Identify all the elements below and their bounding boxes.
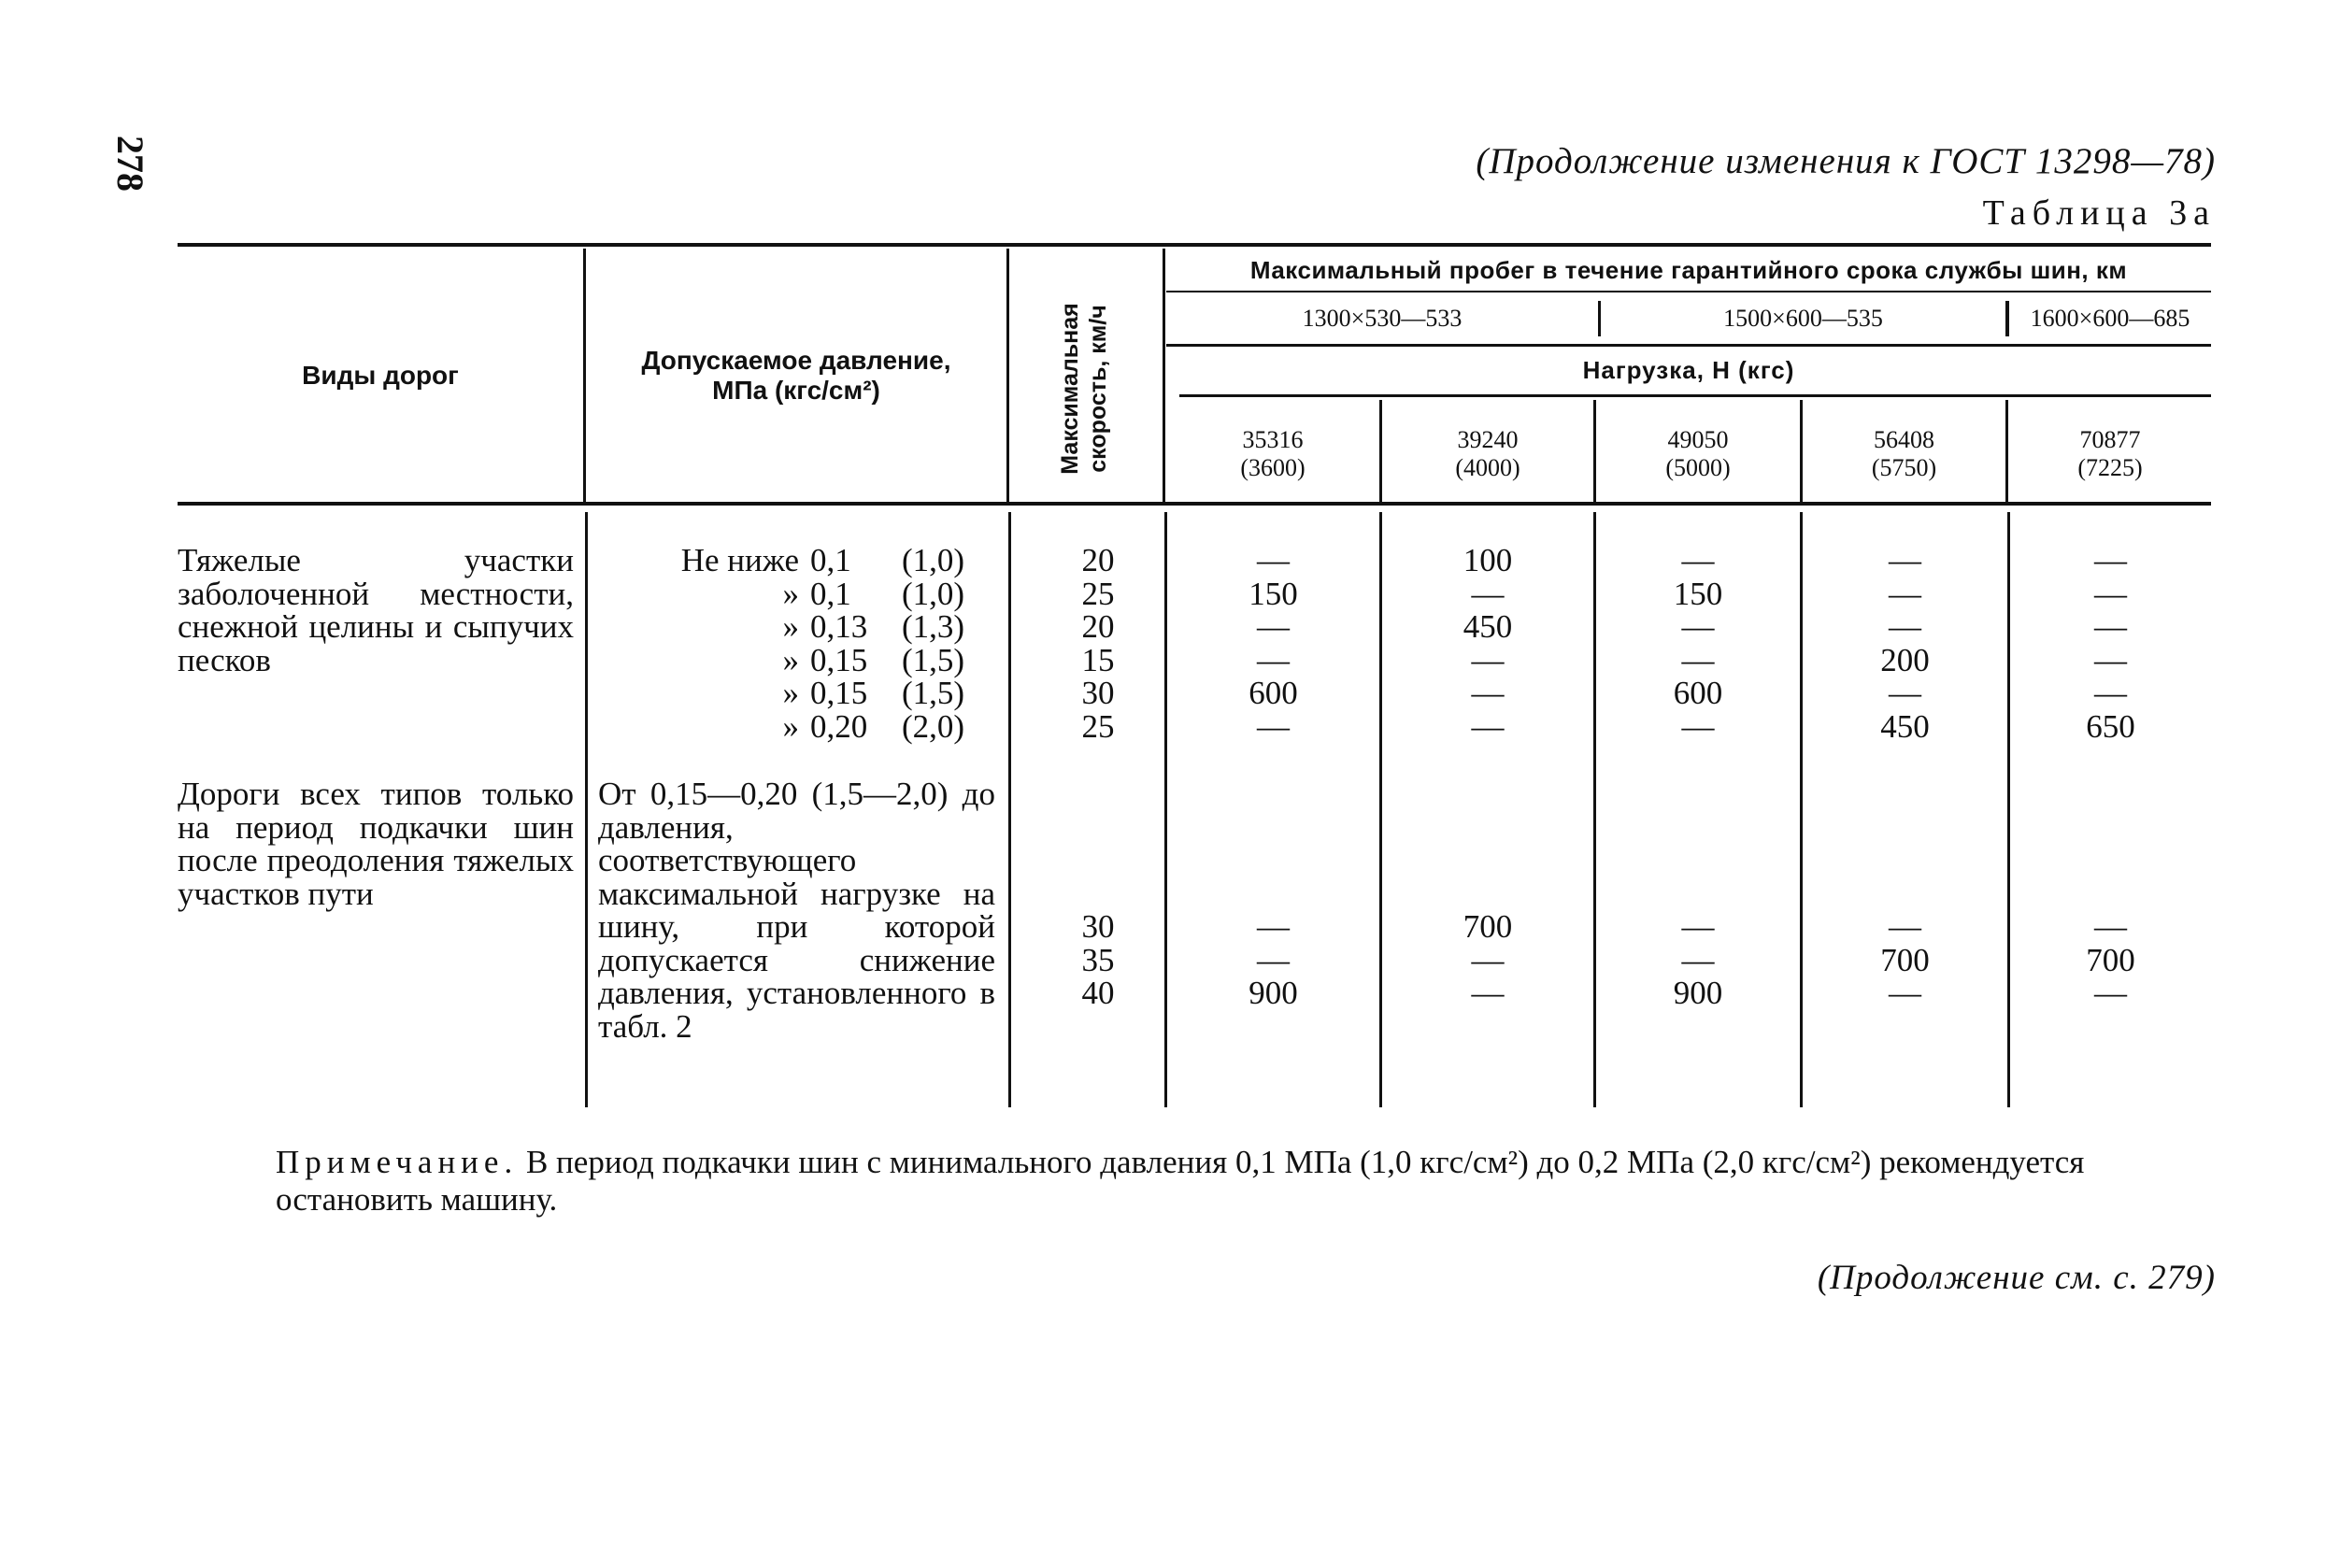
tire-size-2: 1500×600—535 (1723, 305, 1883, 332)
mileage-value: — (2094, 675, 2127, 711)
pressure-row (598, 577, 964, 611)
mileage-value: — (1681, 542, 1715, 578)
pressure-prefix: Не ниже (680, 542, 799, 578)
speed-value: 30 (1081, 675, 1115, 711)
speed-value: 35 (1081, 941, 1115, 978)
mileage-value: 900 (1248, 975, 1298, 1011)
speed-value: 20 (1081, 542, 1115, 578)
mileage-col-1-group-2 (1167, 910, 1379, 1010)
mileage-value: — (1889, 975, 1921, 1011)
col-divider (2005, 400, 2008, 503)
speed-value: 20 (1081, 608, 1115, 645)
mileage-value: — (1257, 542, 1290, 578)
mileage-value: — (1889, 675, 1921, 711)
mileage-value: — (1471, 641, 1505, 678)
pressure-value: 0,15 (810, 641, 868, 678)
mileage-value: 150 (1248, 575, 1298, 612)
col-divider (1008, 512, 1011, 1107)
pressure-kgs: (1,5) (901, 641, 964, 678)
mileage-value: — (1889, 608, 1921, 645)
mileage-value: — (1681, 941, 1715, 978)
speed-list-2 (1047, 910, 1149, 1010)
load-header-rule (1179, 394, 2211, 397)
pressure-prefix: » (782, 641, 799, 678)
load-cell (1803, 411, 2005, 497)
speed-value: 40 (1081, 975, 1115, 1011)
mileage-value: — (1681, 707, 1715, 745)
header-max-speed (1056, 263, 1112, 515)
col-divider (585, 512, 588, 1107)
mileage-col-5-group-2 (2010, 910, 2211, 1010)
pressure-kgs: (1,5) (901, 675, 964, 711)
mileage-value: 600 (1248, 675, 1298, 711)
mileage-value: — (2094, 908, 2127, 945)
road-type-heavy: Тяжелые участки заболоченной местности, снежной целины и сыпучих песков (178, 542, 574, 678)
mileage-value: — (1681, 641, 1715, 678)
load-newtons: 70877 (2079, 426, 2141, 453)
mileage-value: — (2094, 575, 2127, 612)
pressure-kgs: (1,0) (901, 542, 964, 578)
load-kgs: (5000) (1665, 454, 1731, 481)
mileage-value: 600 (1673, 675, 1723, 711)
mileage-value: — (2094, 975, 2127, 1011)
pressure-value: 0,15 (810, 675, 868, 711)
mileage-value: — (1681, 608, 1715, 645)
pressure-value: 0,1 (810, 575, 851, 612)
pressure-prefix: » (782, 707, 799, 745)
header-pressure-line1: Допускаемое давление, (641, 346, 951, 375)
mileage-value: — (1257, 608, 1290, 645)
table-top-rule (178, 243, 2211, 247)
mileage-value: — (1681, 908, 1715, 945)
mileage-value: 450 (1462, 608, 1513, 645)
mileage-value: — (1257, 641, 1290, 678)
mileage-value: — (1471, 975, 1505, 1011)
load-kgs: (4000) (1455, 454, 1520, 481)
mileage-value: 700 (2086, 941, 2135, 978)
mileage-value: — (2094, 542, 2127, 578)
mileage-value: 700 (1880, 941, 1930, 978)
mileage-col-3-group-1 (1596, 544, 1800, 743)
speed-list-1 (1047, 544, 1149, 743)
pressure-kgs: (2,0) (901, 707, 964, 745)
continuation-header: (Продолжение изменения к ГОСТ 13298—78) (1476, 141, 2216, 181)
mileage-value: 200 (1880, 641, 1930, 678)
mileage-value: — (1889, 908, 1921, 945)
pressure-row (598, 677, 964, 710)
pressure-kgs: (1,3) (901, 608, 964, 645)
mileage-value: — (2094, 608, 2127, 645)
load-kgs: (5750) (1871, 454, 1937, 481)
mileage-value: — (1471, 941, 1505, 978)
note-text: В период подкачки шин с минимального давления 0,1 МПа (1,0 кгс/см²) до 0,2 МПа (2,0 кгс/см²) рекомендуется остановить машину. (276, 1144, 2085, 1218)
pressure-prefix: » (782, 608, 799, 645)
load-cell (1382, 411, 1593, 497)
mileage-col-3-group-2 (1596, 910, 1800, 1010)
pressure-value: 0,20 (810, 707, 868, 745)
mileage-value: — (1257, 941, 1290, 978)
note-label: Примечание. (276, 1144, 519, 1180)
pressure-prefix: » (782, 575, 799, 612)
mileage-col-2-group-2 (1382, 910, 1593, 1010)
pressure-value: 0,1 (810, 542, 851, 578)
mileage-value: 150 (1673, 575, 1723, 612)
header-pressure-line2: МПа (кгс/см²) (712, 376, 880, 405)
pressure-row (598, 544, 964, 577)
tire-size-1: 1300×530—533 (1302, 305, 1462, 332)
mileage-value: — (1257, 908, 1290, 945)
load-newtons: 35316 (1242, 426, 1304, 453)
load-newtons: 56408 (1874, 426, 1934, 453)
sizes-rule (1166, 344, 2211, 347)
header-max-mileage: Максимальный пробег в течение гарантийного срока службы шин, км (1249, 255, 2128, 284)
mileage-value: — (1471, 675, 1505, 711)
tire-size-3: 1600×600—685 (2030, 305, 2190, 332)
pressure-value: 0,13 (810, 608, 868, 645)
mileage-col-2-group-1 (1382, 544, 1593, 743)
header-speed-line1: Максимальная (1057, 303, 1083, 475)
load-newtons: 39240 (1457, 426, 1519, 453)
load-cell (1596, 411, 1800, 497)
continuation-footer: (Продолжение см. с. 279) (1817, 1259, 2216, 1297)
pressure-row (598, 707, 964, 745)
header-load: Нагрузка, Н (кгс) (1582, 356, 1795, 384)
page-number: 278 (109, 135, 151, 192)
load-kgs: (7225) (2077, 454, 2143, 481)
mileage-value: — (1471, 575, 1505, 612)
pressure-prefix: » (782, 675, 799, 711)
speed-value: 15 (1081, 641, 1115, 678)
load-kgs: (3600) (1240, 454, 1306, 481)
speed-value: 30 (1081, 908, 1115, 945)
col-divider (1163, 249, 1165, 503)
pressure-range-text: От 0,15—0,20 (1,5—2,0) до давления, соответствующего максимальной нагрузке на шину, при которой допускается снижение давления, установленного в табл. 2 (598, 776, 995, 1045)
mileage-value: — (1471, 707, 1505, 745)
mileage-value: 700 (1462, 908, 1513, 945)
header-speed-line2: скорость, км/ч (1085, 305, 1111, 473)
road-type-all: Дороги всех типов только на период подкачки шин после преодоления тяжелых участков пути (178, 776, 574, 912)
mileage-value: 100 (1462, 542, 1513, 578)
col-divider (1006, 249, 1009, 503)
mileage-value: 450 (1880, 707, 1930, 745)
pressure-row (598, 610, 964, 644)
mileage-col-4-group-1 (1803, 544, 2007, 743)
load-newtons: 49050 (1667, 426, 1729, 453)
mileage-col-5-group-1 (2010, 544, 2211, 743)
header-road-type: Виды дорог (302, 361, 459, 390)
mileage-value: 650 (2086, 707, 2135, 745)
table-label: Таблица 3а (1982, 193, 2216, 233)
speed-value: 25 (1081, 575, 1115, 612)
mileage-value: — (1257, 707, 1290, 745)
header-pressure (586, 249, 1006, 503)
pressure-row (598, 641, 964, 678)
mileage-value: — (1889, 575, 1921, 612)
speed-value: 25 (1081, 707, 1115, 745)
pressure-kgs: (1,0) (901, 575, 964, 612)
mileage-col-4-group-2 (1803, 910, 2007, 1010)
mileage-value: 900 (1673, 975, 1723, 1011)
mileage-value: — (2094, 641, 2127, 678)
mileage-col-1-group-1 (1167, 544, 1379, 743)
mileage-value: — (1889, 542, 1921, 578)
load-cell (1166, 411, 1379, 497)
mileage-header-rule (1166, 291, 2211, 292)
load-cell (2009, 411, 2211, 497)
table-note (276, 1144, 2212, 1219)
